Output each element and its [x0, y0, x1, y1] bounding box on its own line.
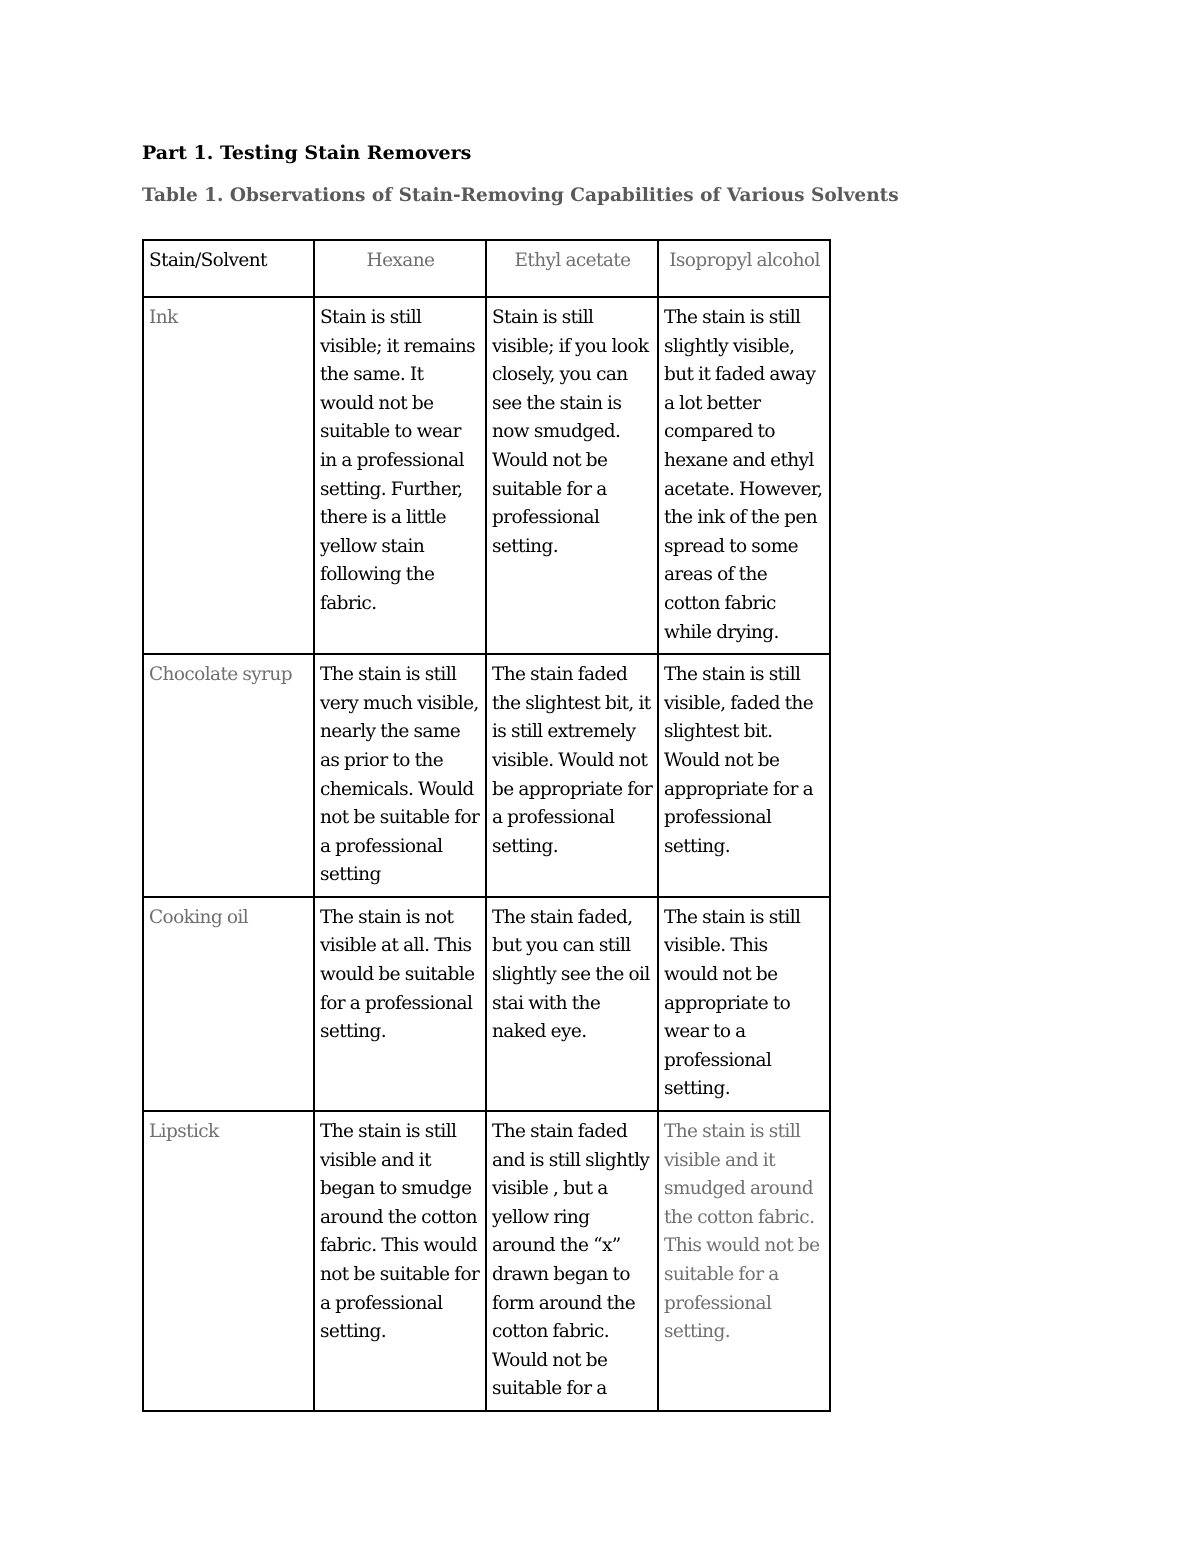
- header-isopropyl-alcohol: Isopropyl alcohol: [658, 240, 830, 297]
- cell-ink-ethyl-acetate: Stain is still visible; if you look closely, you can see the stain is now smudged. Would not be suitable for a professional setting.: [486, 297, 658, 654]
- observations-table: [142, 239, 831, 1412]
- cell-oil-isopropyl-alcohol: The stain is still visible. This would not be appropriate to wear to a professional setting.: [658, 897, 830, 1111]
- header-hexane: Hexane: [314, 240, 486, 297]
- cell-ink-isopropyl-alcohol: The stain is still slightly visible, but it faded away a lot better compared to hexane and ethyl acetate. However, the ink of the pen spread to some areas of the cotton fabric while drying.: [658, 297, 830, 654]
- row-label-lipstick: Lipstick: [143, 1111, 314, 1411]
- table-row: [143, 897, 830, 1111]
- table-row: [143, 1111, 830, 1411]
- cell-chocolate-hexane: The stain is still very much visible, nearly the same as prior to the chemicals. Would not be suitable for a professional setting: [314, 654, 486, 897]
- cell-lipstick-isopropyl-alcohol: The stain is still visible and it smudged around the cotton fabric. This would not be suitable for a professional setting.: [658, 1111, 830, 1411]
- table-caption: Table 1. Observations of Stain-Removing Capabilities of Various Solvents: [142, 185, 899, 206]
- cell-lipstick-ethyl-acetate: The stain faded and is still slightly visible , but a yellow ring around the “x” drawn began to form around the cotton fabric. Would not be suitable for a: [486, 1111, 658, 1411]
- table-header-row: [143, 240, 830, 297]
- cell-lipstick-hexane: The stain is still visible and it began to smudge around the cotton fabric. This would not be suitable for a professional setting.: [314, 1111, 486, 1411]
- table-row: [143, 654, 830, 897]
- header-stain-solvent: Stain/Solvent: [143, 240, 314, 297]
- cell-ink-hexane: Stain is still visible; it remains the same. It would not be suitable to wear in a professional setting. Further, there is a little yellow stain following the fabric.: [314, 297, 486, 654]
- section-heading: Part 1. Testing Stain Removers: [142, 142, 472, 164]
- row-label-ink: Ink: [143, 297, 314, 654]
- cell-oil-hexane: The stain is not visible at all. This would be suitable for a professional setting.: [314, 897, 486, 1111]
- row-label-chocolate-syrup: Chocolate syrup: [143, 654, 314, 897]
- header-ethyl-acetate: Ethyl acetate: [486, 240, 658, 297]
- cell-chocolate-ethyl-acetate: The stain faded the slightest bit, it is still extremely visible. Would not be appropriate for a professional setting.: [486, 654, 658, 897]
- table-row: [143, 297, 830, 654]
- cell-oil-ethyl-acetate: The stain faded, but you can still slightly see the oil stai with the naked eye.: [486, 897, 658, 1111]
- cell-chocolate-isopropyl-alcohol: The stain is still visible, faded the slightest bit. Would not be appropriate for a professional setting.: [658, 654, 830, 897]
- row-label-cooking-oil: Cooking oil: [143, 897, 314, 1111]
